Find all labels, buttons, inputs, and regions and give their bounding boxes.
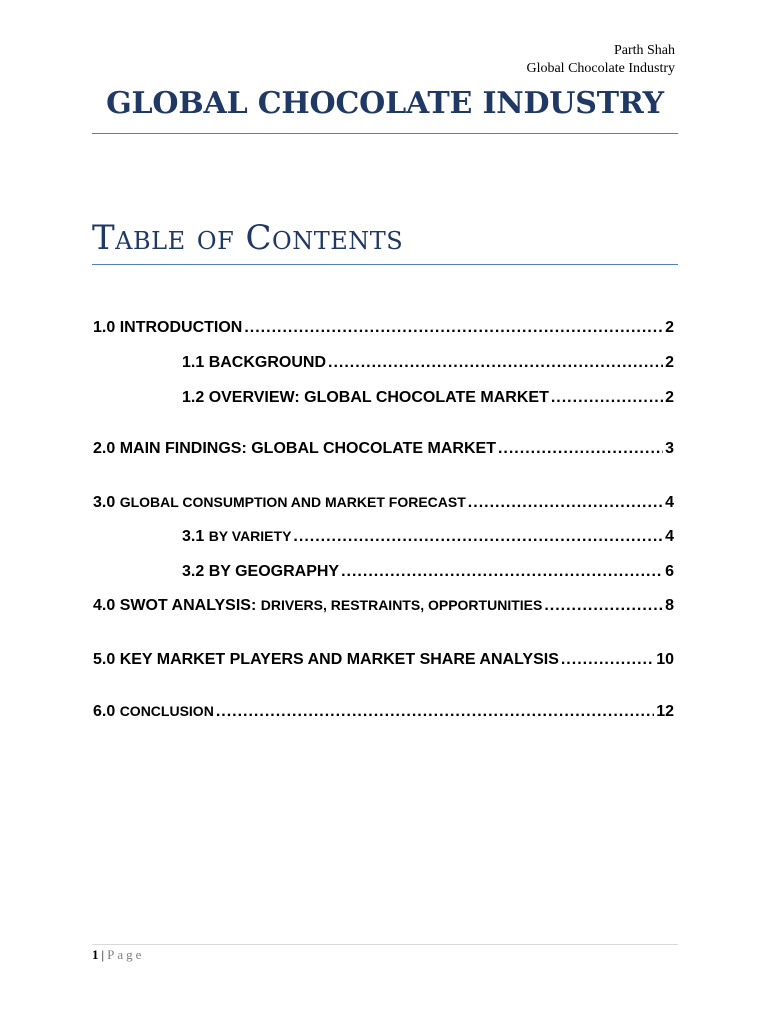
toc-entry-page: 10 <box>656 651 674 668</box>
toc-entry-label-small: BY VARIETY <box>208 528 292 544</box>
toc-entry[interactable] <box>182 563 674 585</box>
toc-dot-leader <box>468 494 663 512</box>
toc-entry-label-small: DRIVERS, RESTRAINTS, OPPORTUNITIES <box>260 597 543 613</box>
footer-rule <box>92 944 678 945</box>
toc-dot-leader <box>244 319 663 337</box>
toc-entry[interactable] <box>182 354 674 376</box>
toc-entry-page: 4 <box>665 528 674 545</box>
toc-entry-label: 3.1 <box>182 528 209 545</box>
header-doc-name: Global Chocolate Industry <box>526 61 675 76</box>
toc-entry-label: 1.1 BACKGROUND <box>182 354 327 371</box>
toc-entry[interactable] <box>182 389 674 411</box>
toc-entry-page: 2 <box>665 389 674 406</box>
toc-entry[interactable] <box>93 440 674 462</box>
toc-dot-leader <box>341 563 663 581</box>
toc-entry[interactable] <box>93 494 674 516</box>
header-author: Parth Shah <box>613 43 675 58</box>
toc-dot-leader <box>544 597 663 615</box>
footer-page-number: 1 <box>92 947 99 962</box>
toc-dot-leader <box>293 528 663 546</box>
toc-entry-label: 1.0 INTRODUCTION <box>93 319 243 336</box>
toc-entry[interactable] <box>93 703 674 725</box>
toc-entry-label: 5.0 KEY MARKET PLAYERS AND MARKET SHARE ANALYSIS <box>93 651 559 668</box>
toc-entry-label: 1.2 OVERVIEW: GLOBAL CHOCOLATE MARKET <box>182 389 549 406</box>
toc-entry-page: 8 <box>665 597 674 614</box>
toc-entry-label-small: GLOBAL CONSUMPTION AND MARKET FORECAST <box>119 494 466 510</box>
toc-entry-label-small: CONCLUSION <box>119 703 214 719</box>
page-footer <box>92 947 144 963</box>
toc-entry-label: 3.0 <box>93 494 120 511</box>
toc-entry-page: 3 <box>665 440 674 457</box>
toc-entry-page: 12 <box>656 703 674 720</box>
footer-page-label: Page <box>107 947 145 962</box>
toc-entry[interactable] <box>93 319 674 341</box>
toc-entry-page: 2 <box>665 319 674 336</box>
toc-entry[interactable] <box>93 597 674 619</box>
toc-entry-page: 6 <box>665 563 674 580</box>
toc-dot-leader <box>551 389 663 407</box>
document-title: GLOBAL CHOCOLATE INDUSTRY <box>106 86 664 121</box>
toc-entry-page: 4 <box>665 494 674 511</box>
toc-heading: Table of Contents <box>92 218 404 258</box>
toc-entry[interactable] <box>182 528 674 550</box>
footer-separator: | <box>101 947 105 962</box>
toc-dot-leader <box>498 440 663 458</box>
toc-dot-leader <box>216 703 654 721</box>
toc-dot-leader <box>561 651 654 669</box>
toc-entry-label: 6.0 <box>93 703 120 720</box>
toc-entry-page: 2 <box>665 354 674 371</box>
toc-entry[interactable] <box>93 651 674 673</box>
toc-entry-label: 3.2 BY GEOGRAPHY <box>182 563 340 580</box>
toc-dot-leader <box>328 354 663 372</box>
toc-entry-label: 2.0 MAIN FINDINGS: GLOBAL CHOCOLATE MARKET <box>93 440 496 457</box>
toc-entry-label: 4.0 SWOT ANALYSIS: <box>93 597 261 614</box>
